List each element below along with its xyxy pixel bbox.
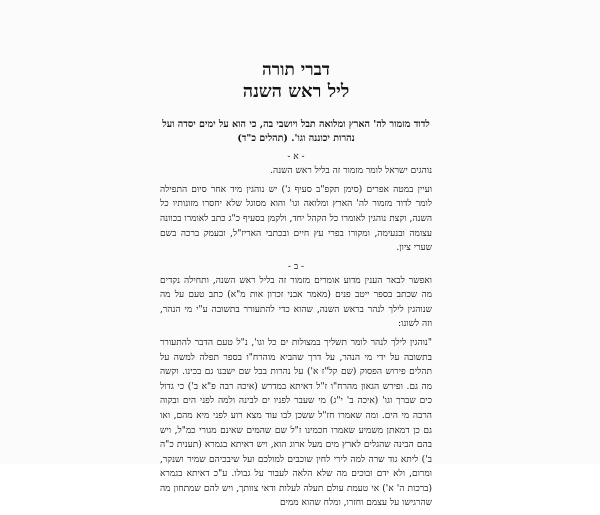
section-2 bbox=[160, 261, 432, 511]
title-line-1: דברי תורה bbox=[262, 60, 330, 80]
section-marker: - ב - bbox=[287, 261, 305, 272]
page-title bbox=[160, 60, 432, 104]
paragraph: נוהגים ישראל לומר מזמור זה בליל ראש השנה. bbox=[270, 166, 432, 177]
paragraph: ועיין במטה אפרים (סימן תקפ"ב סעיף ג') יש נוהגין מיד אחר סיום התפילה לומר לדוד מזמור לה' הארץ ומלואה וגו' והוא מסוגל שלא יחסרו מזונותיו כל השנה, וקצת נוהגין לאומרו כל הקהל יחד, ולקמן בסעיף כ"ג כתב לאומרו בכוונה עצומה ובנעימה, ומקורו בפרי עץ חיים ובכתבי האריז"ל, ובעמק ברכה בשם שערי ציון. bbox=[160, 184, 432, 254]
section-marker: - א - bbox=[287, 152, 305, 163]
title-line-2: ליל ראש השנה bbox=[242, 81, 350, 103]
opening-verse: לדוד מזמור לה' הארץ ומלואה תבל ויושבי בה, כי הוא על ימים יסדה ועל נהרות יכוננה וגו'. (תהלים כ"ד) bbox=[162, 118, 430, 144]
document-body bbox=[160, 60, 432, 515]
paragraph: "נוהגין לילך לנהר לומר תשליך במצולות ים כל וגו', נ"ל טעם הדבר להתעורר בתשובה על ידי מי הנהר, על דרך שהביא מוהרח"ו בספר תפלה למשה על תהלים פירוש הפסוק (שם קל"ז א') על נהרות בבל שם ישבנו גם בכינו. וקשה מה גם. ופירש הגאון מהרח"ו ז"ל דאיתא במדרש (איכה רבה פ"א ב') כי גדול כים שברך וגו' (איכה ב' י"ג) מי שעבר לפניו ים לבינה ולמה לפני הים ובקוה הרבה מי הים. ומה שאמרו חז"ל ששכן לבו עוד מצא רוע לפני מיא מהם, ואו גם כן דמאתן משמיע שאמרו חכמינו ז"ל שם שהמים שאינם מגורי כמ"ל, ויש בהם הבינה שהגלים לארץ מים מעל ארוג הוא, ויש דאיתא בגמרא (תענית כ"ה ב') ליתא גוד שרה למה לירי לחין שוכבים למולכם ועל שיבכיהם שמיר ושנקר, ומרום, ולא ידם ובוכים מה שלא הלאה לעבור על גבולו. ע"כ דאיתא בגמרא (ברכות ה' א') אי טעמת עולם תעלה לעלות ודאי צוותך, ויש להם שמתחון מה שהרגישו על עצמם וחזרו, ומלח שהוא ממים bbox=[160, 338, 432, 509]
paragraph: ואפשר לבאר הענין מדוע אומרים מזמור זה בליל ראש השנה, ותחילה נקדים מה שכתב בספר ייטב פנים (מאמר אבני זכרון אות מ"א) כתב טעם על מה שנוהגין לילך לנהר בראש השנה, שהוא כדי להתעורר בתשובה ע"י מי הנהר, וזה לשונו: bbox=[160, 275, 432, 330]
section-1 bbox=[160, 151, 432, 255]
